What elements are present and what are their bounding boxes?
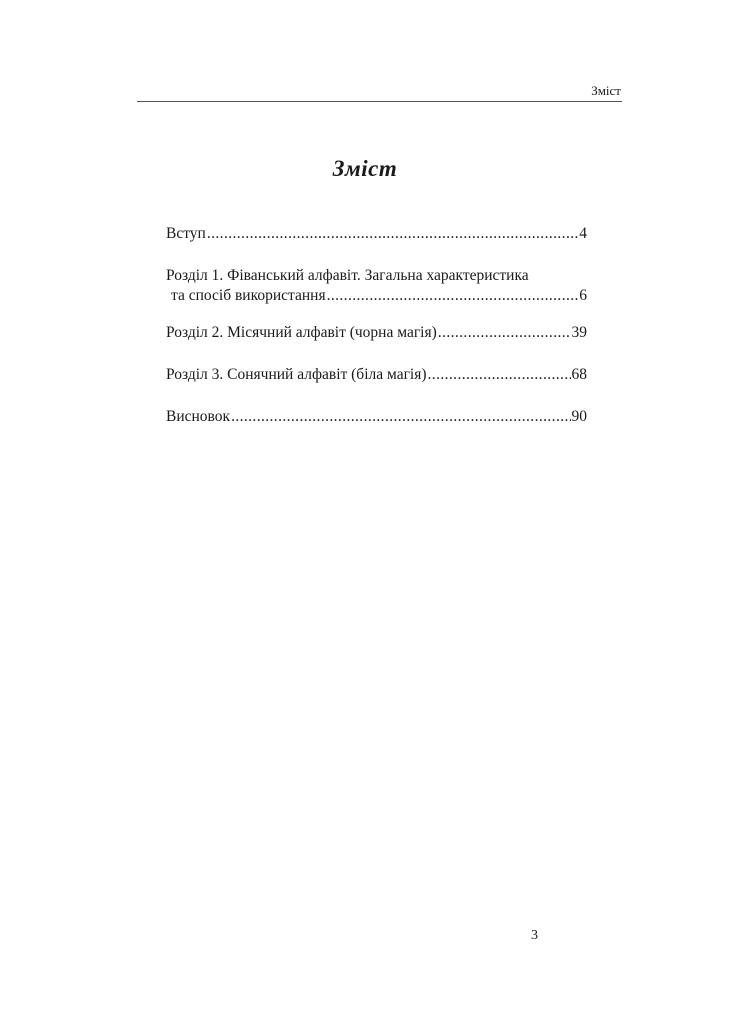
toc-entry-page: 90 <box>571 408 587 425</box>
toc-entry-intro[interactable] <box>166 224 587 244</box>
running-header <box>137 82 622 102</box>
toc-dot-leader <box>428 365 571 385</box>
page-title: Зміст <box>332 156 398 181</box>
toc-entry-label-continuation: та спосіб використання <box>171 287 326 304</box>
toc-dot-leader <box>327 286 579 306</box>
toc-entry-page: 6 <box>579 287 587 304</box>
toc-dot-leader <box>207 224 578 244</box>
toc-entry-chapter-3[interactable] <box>166 365 587 385</box>
toc-entry-page: 4 <box>579 225 587 242</box>
table-of-contents <box>166 224 587 449</box>
toc-entry-chapter-2[interactable] <box>166 323 587 343</box>
toc-entry-label: Розділ 1. Фіванський алфавіт. Загальна характеристика <box>166 267 529 284</box>
toc-entry-chapter-1[interactable] <box>166 266 587 306</box>
page-number: 3 <box>531 928 538 943</box>
toc-entry-page: 39 <box>571 324 587 341</box>
running-header-text: Зміст <box>591 83 621 98</box>
toc-entry-conclusion[interactable] <box>166 407 587 427</box>
toc-entry-label: Висновок <box>166 408 231 425</box>
toc-entry-label: Вступ <box>166 225 206 242</box>
toc-entry-label: Розділ 3. Сонячний алфавіт (біла магія) <box>166 366 427 383</box>
toc-dot-leader <box>438 323 571 343</box>
toc-entry-page: 68 <box>571 366 587 383</box>
toc-entry-label: Розділ 2. Місячний алфавіт (чорна магія) <box>166 324 437 341</box>
toc-dot-leader <box>231 407 570 427</box>
